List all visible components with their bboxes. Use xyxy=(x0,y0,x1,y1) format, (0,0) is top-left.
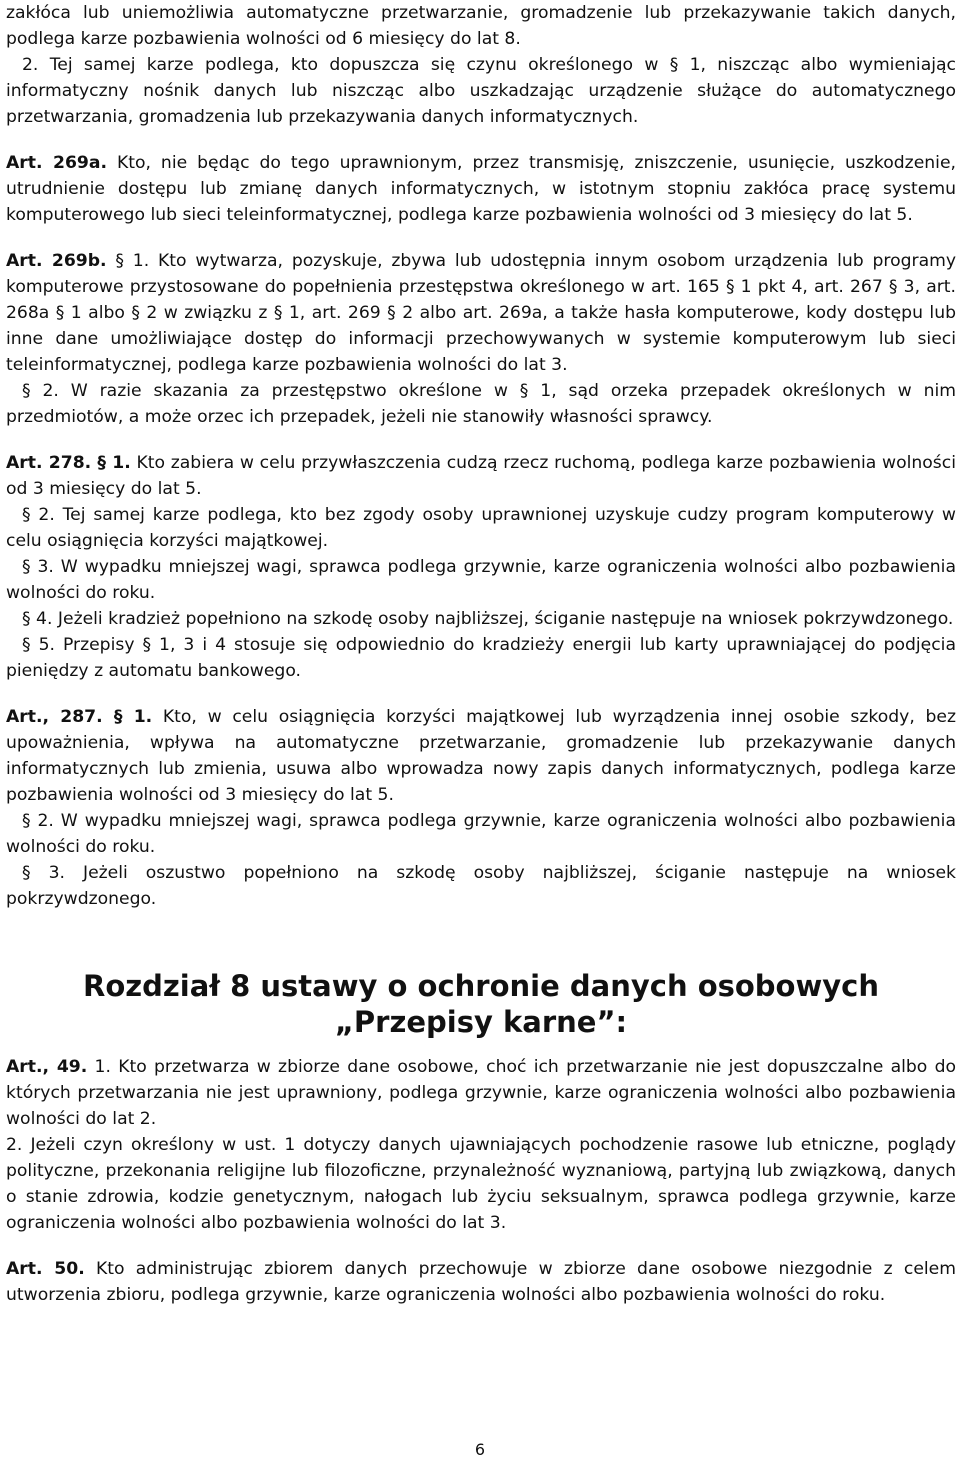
article-269b xyxy=(6,248,956,378)
article-heading: Art. 50. xyxy=(6,1259,85,1279)
paragraph-number: § 1. xyxy=(106,251,150,271)
paragraph: 2. Tej samej karze podlega, kto dopuszcza się czynu określonego w § 1, niszcząc albo wymieniając informatyczny nośnik danych lub niszcząc albo uszkadzając urządzenie służące do automatycznego przetwarzania, gromadzenia lub przekazywania danych informatycznych. xyxy=(6,55,956,127)
paragraph: § 3. W wypadku mniejszej wagi, sprawca podlega grzywnie, karze ograniczenia wolności albo pozbawienia wolności do roku. xyxy=(6,557,956,603)
article-49 xyxy=(6,1054,956,1132)
paragraph: § 2. Tej samej karze podlega, kto bez zgody osoby uprawnionej uzyskuje cudzy program komputerowy w celu osiągnięcia korzyści majątkowej. xyxy=(6,505,956,551)
article-heading: Art., 287. § 1. xyxy=(6,707,153,727)
paragraph: zakłóca lub uniemożliwia automatyczne przetwarzanie, gromadzenie lub przekazywanie takich danych, podlega karze pozbawienia wolności od 6 miesięcy do lat 8. xyxy=(6,3,956,49)
chapter-heading: Rozdział 8 ustawy o ochronie danych osobowych „Przepisy karne”: xyxy=(82,969,880,1039)
article-269a xyxy=(6,150,956,228)
article-text: 1. Kto przetwarza w zbiorze dane osobowe, choć ich przetwarzanie nie jest dopuszczalne albo do których przetwarzania nie jest uprawniony, podlega grzywnie, karze ograniczenia wolności albo pozbawienia wolności do lat 2. xyxy=(6,1057,957,1129)
article-50 xyxy=(6,1256,956,1308)
article-heading: Art., 49. xyxy=(6,1057,88,1077)
page-number: 6 xyxy=(474,1440,486,1459)
paragraph: 2. Jeżeli czyn określony w ust. 1 dotyczy danych ujawniających pochodzenie rasowe lub etniczne, poglądy polityczne, przekonania religijne lub filozoficzne, przynależność wyznaniową, partyjną lub związkową, danych o stanie zdrowia, kodzie genetycznym, nałogach lub życiu seksualnym, sprawca podlega grzywnie, karze ograniczenia wolności albo pozbawienia wolności do lat 3. xyxy=(6,1135,956,1233)
article-heading: Art. 269b. xyxy=(6,251,107,271)
article-text: Kto, w celu osiągnięcia korzyści majątkowej lub wyrządzenia innej osobie szkody, bez upoważnienia, wpływa na automatyczne przetwarzanie, gromadzenie lub przekazywanie danych informatycznych lub zmienia, usuwa albo wprowadza nowy zapis danych informatycznych, podlega karze pozbawienia wolności od 3 miesięcy do lat 5. xyxy=(6,707,956,805)
article-287 xyxy=(6,704,956,808)
paragraph: § 2. W wypadku mniejszej wagi, sprawca podlega grzywnie, karze ograniczenia wolności albo pozbawienia wolności do roku. xyxy=(6,811,956,857)
article-text: Kto wytwarza, pozyskuje, zbywa lub udostępnia innym osobom urządzenia lub programy komputerowe przystosowane do popełnienia przestępstwa określonego w art. 165 § 1 pkt 4, art. 267 § 3, art. 268a § 1 albo § 2 w związku z § 1, art. 269 § 2 albo art. 269a, a także hasła komputerowe, kody dostępu lub inne dane umożliwiające dostęp do informacji przechowywanych w systemie komputerowym lub sieci teleinformatycznej, podlega karze pozbawienia wolności do lat 3. xyxy=(6,251,957,375)
paragraph: § 2. W razie skazania za przestępstwo określone w § 1, sąd orzeka przepadek określonych w nim przedmiotów, a może orzec ich przepadek, jeżeli nie stanowiły własności sprawcy. xyxy=(6,381,956,427)
article-heading: Art. 269a. xyxy=(6,153,108,173)
paragraph: § 4. Jeżeli kradzież popełniono na szkodę osoby najbliższej, ściganie następuje na wniosek pokrzywdzonego. xyxy=(22,609,954,629)
article-text: Kto administrując zbiorem danych przechowuje w zbiorze dane osobowe niezgodnie z celem utworzenia zbioru, podlega grzywnie, karze ograniczenia wolności albo pozbawienia wolności do roku. xyxy=(6,1259,956,1305)
document-page xyxy=(6,0,956,1308)
article-278 xyxy=(6,450,956,502)
article-text: Kto zabiera w celu przywłaszczenia cudzą rzecz ruchomą, podlega karze pozbawienia wolności od 3 miesięcy do lat 5. xyxy=(6,453,956,499)
article-text: Kto, nie będąc do tego uprawnionym, przez transmisję, zniszczenie, usunięcie, uszkodzenie, utrudnienie dostępu lub zmianę danych informatycznych, w istotnym stopniu zakłóca pracę systemu komputerowego lub sieci teleinformatycznej, podlega karze pozbawienia wolności od 3 miesięcy do lat 5. xyxy=(6,153,956,225)
paragraph: § 5. Przepisy § 1, 3 i 4 stosuje się odpowiednio do kradzieży energii lub karty uprawniającej do podjęcia pieniędzy z automatu bankowego. xyxy=(6,635,956,681)
paragraph: § 3. Jeżeli oszustwo popełniono na szkodę osoby najbliższej, ściganie następuje na wniosek pokrzywdzonego. xyxy=(6,863,956,909)
article-heading: Art. 278. § 1. xyxy=(6,453,131,473)
